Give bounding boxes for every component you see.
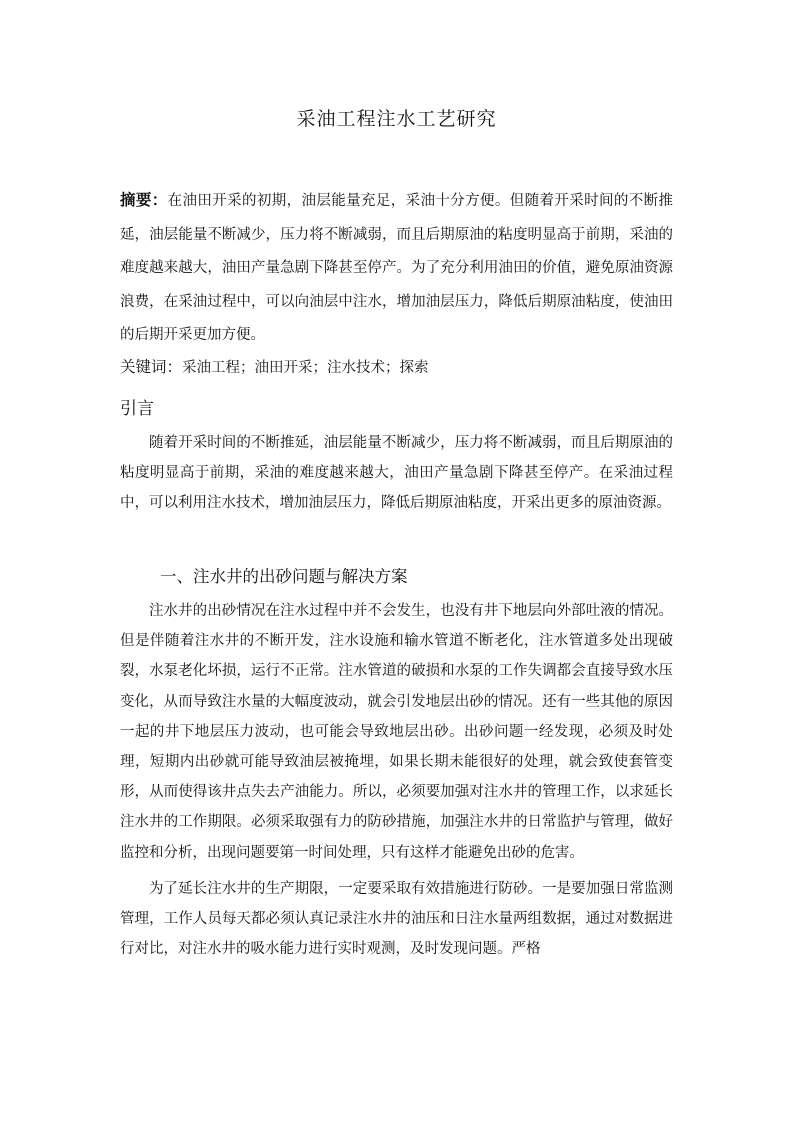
- introduction-heading: 引言: [120, 399, 154, 419]
- section-heading: 一、注水井的出砂问题与解决方案: [160, 567, 408, 586]
- abstract-text: 在油田开采的初期，油层能量充足，采油十分方便。但随着开采时间的不断推延，油层能量不断减少，压力将不断减弱，而且后期原油的粘度明显高于前期，采油的难度越来越大，油田产量急剧下降甚至停产。为了充分利用油田的价值，避免原油资源浪费，在采油过程中，可以向油层中注水，增加油层压力，降低后期原油粘度，使油田的后期开采更加方便。: [120, 193, 673, 344]
- abstract-label: 摘要：: [120, 191, 168, 209]
- keywords-text: 采油工程；油田开采；注水技术；探索: [182, 360, 429, 376]
- paper-title: 采油工程注水工艺研究: [296, 108, 497, 130]
- section-paragraph: 为了延长注水井的生产期限，一定要采取有效措施进行防砂。一是要加强日常监测管理，工作人员每天都必须认真记录注水井的油压和日注水量两组数据，通过对数据进行对比，对注水井的吸水能力进行实时观测，及时发现问题。严格: [120, 881, 673, 958]
- introduction-paragraph: 随着开采时间的不断推延，油层能量不断减少，压力将不断减弱，而且后期原油的粘度明显高于前期，采油的难度越来越大，油田产量急剧下降甚至停产。在采油过程中，可以利用注水技术，增加油层压力，降低后期原油粘度，开采出更多的原油资源。: [120, 435, 673, 512]
- abstract: [120, 184, 673, 353]
- keywords-label: 关键词：: [120, 358, 183, 376]
- section-paragraph: 注水井的出砂情况在注水过程中并不会发生，也没有井下地层向外部吐液的情况。但是伴随着注水井的不断开发，注水设施和输水管道不断老化，注水管道多处出现破裂，水泵老化坏损，运行不正常。注水管道的破损和水泵的工作失调都会直接导致水压变化，从而导致注水量的大幅度波动，就会引发地层出砂的情况。还有一些其他的原因一起的井下地层压力波动，也可能会导致地层出砂。出砂问题一经发现，必须及时处理，短期内出砂就可能导致油层被掩埋，如果长期未能很好的处理，就会致使套管变形，从而使得该井点失去产油能力。所以，必须要加强对注水井的管理工作，以求延长注水井的工作期限。必须采取强有力的防砂措施，加强注水井的日常监护与管理，做好监控和分析，出现问题要第一时间处理，只有这样才能避免出砂的危害。: [120, 603, 673, 861]
- keywords: [120, 352, 673, 383]
